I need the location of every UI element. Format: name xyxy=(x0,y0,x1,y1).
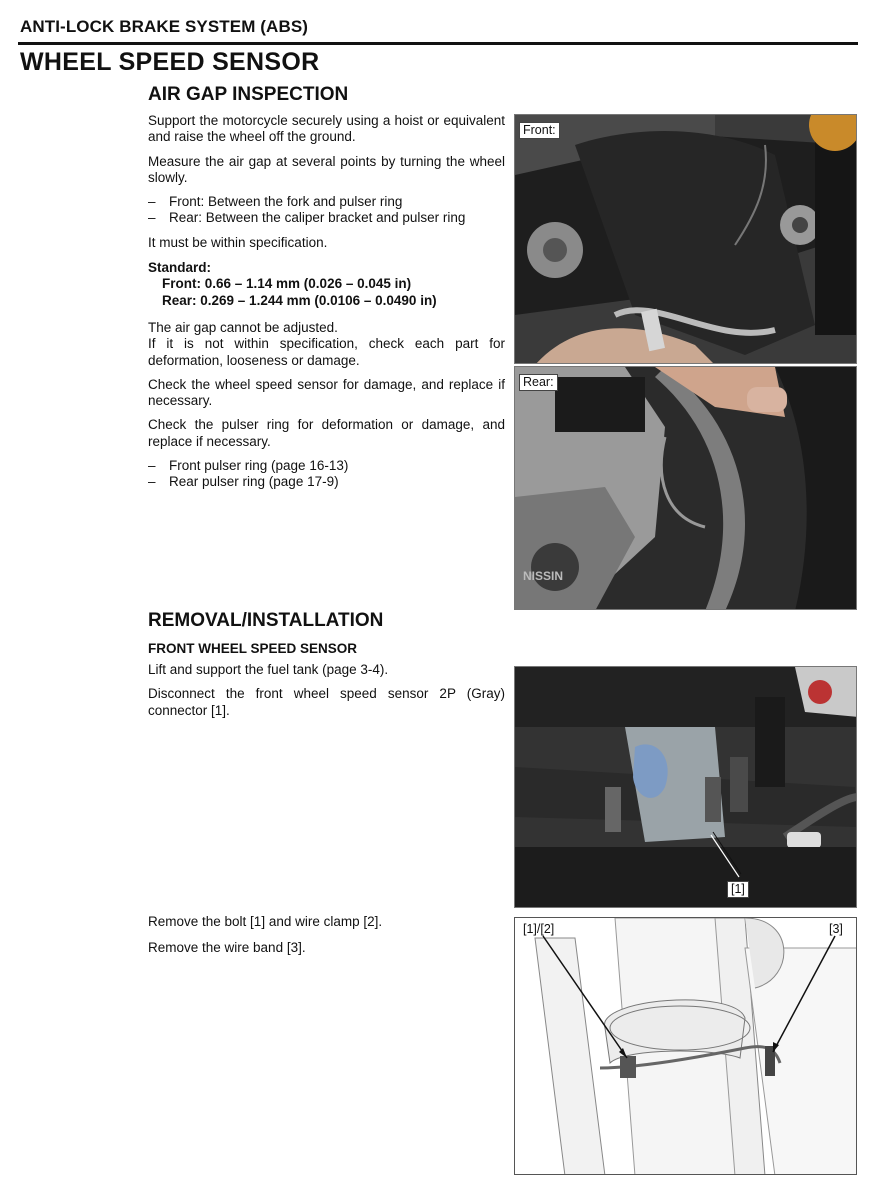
standard-rear: Rear: 0.269 – 1.244 mm (0.0106 – 0.0490 in) xyxy=(162,292,437,308)
callout-3-label: [3] xyxy=(829,922,843,936)
section-title: ANTI-LOCK BRAKE SYSTEM (ABS) xyxy=(20,17,309,36)
removal-p4: Remove the wire band [3]. xyxy=(148,940,306,956)
rear-photo-label: Rear: xyxy=(519,374,558,391)
air-gap-p3: It must be within specification. xyxy=(148,234,328,250)
front-photo-label: Front: xyxy=(519,122,560,139)
nissin-text: NISSIN xyxy=(523,569,564,583)
removal-heading: REMOVAL/INSTALLATION xyxy=(148,610,384,631)
air-gap-p4b: If it is not within specification, check each part for deformation, looseness or damage. xyxy=(148,336,505,368)
removal-p2: Disconnect the front wheel speed sensor 2P (Gray) connector [1]. xyxy=(148,686,505,718)
page-title: WHEEL SPEED SENSOR xyxy=(20,48,320,76)
air-gap-p6: Check the pulser ring for deformation or damage, and replace if necessary. xyxy=(148,417,505,449)
air-gap-p5: Check the wheel speed sensor for damage, and replace if necessary. xyxy=(148,376,505,409)
air-gap-p2: Measure the air gap at several points by turning the wheel slowly. xyxy=(148,153,505,185)
front-sensor-subheading: FRONT WHEEL SPEED SENSOR xyxy=(148,641,358,656)
removal-p3: Remove the bolt [1] and wire clamp [2]. xyxy=(148,914,383,929)
removal-text-1 xyxy=(148,662,505,719)
header-rule xyxy=(18,42,858,45)
rear-air-gap-photo xyxy=(514,366,857,610)
air-gap-heading: AIR GAP INSPECTION xyxy=(148,84,349,105)
air-gap-text xyxy=(148,113,505,491)
standard-label: Standard: xyxy=(148,260,212,276)
removal-p1: Lift and support the fuel tank (page 3-4). xyxy=(148,662,389,677)
callout-1-2-label: [1]/[2] xyxy=(523,922,555,936)
air-gap-p4a: The air gap cannot be adjusted. xyxy=(148,319,338,335)
connector-photo xyxy=(514,666,857,908)
bolt-clamp-drawing xyxy=(514,917,857,1175)
list-item: – Rear: Between the caliper bracket and pulser ring xyxy=(148,210,466,226)
removal-text-2 xyxy=(148,914,505,957)
front-air-gap-photo xyxy=(514,114,857,364)
list-item: – Front pulser ring (page 16-13) xyxy=(148,458,349,474)
list-item: – Front: Between the fork and pulser ring xyxy=(148,194,403,210)
standard-front: Front: 0.66 – 1.14 mm (0.026 – 0.045 in) xyxy=(162,276,412,292)
list-item: – Rear pulser ring (page 17-9) xyxy=(148,474,339,490)
air-gap-p1: Support the motorcycle securely using a hoist or equivalent and raise the wheel off the ground. xyxy=(148,113,505,145)
callout-1-label: [1] xyxy=(727,881,749,898)
